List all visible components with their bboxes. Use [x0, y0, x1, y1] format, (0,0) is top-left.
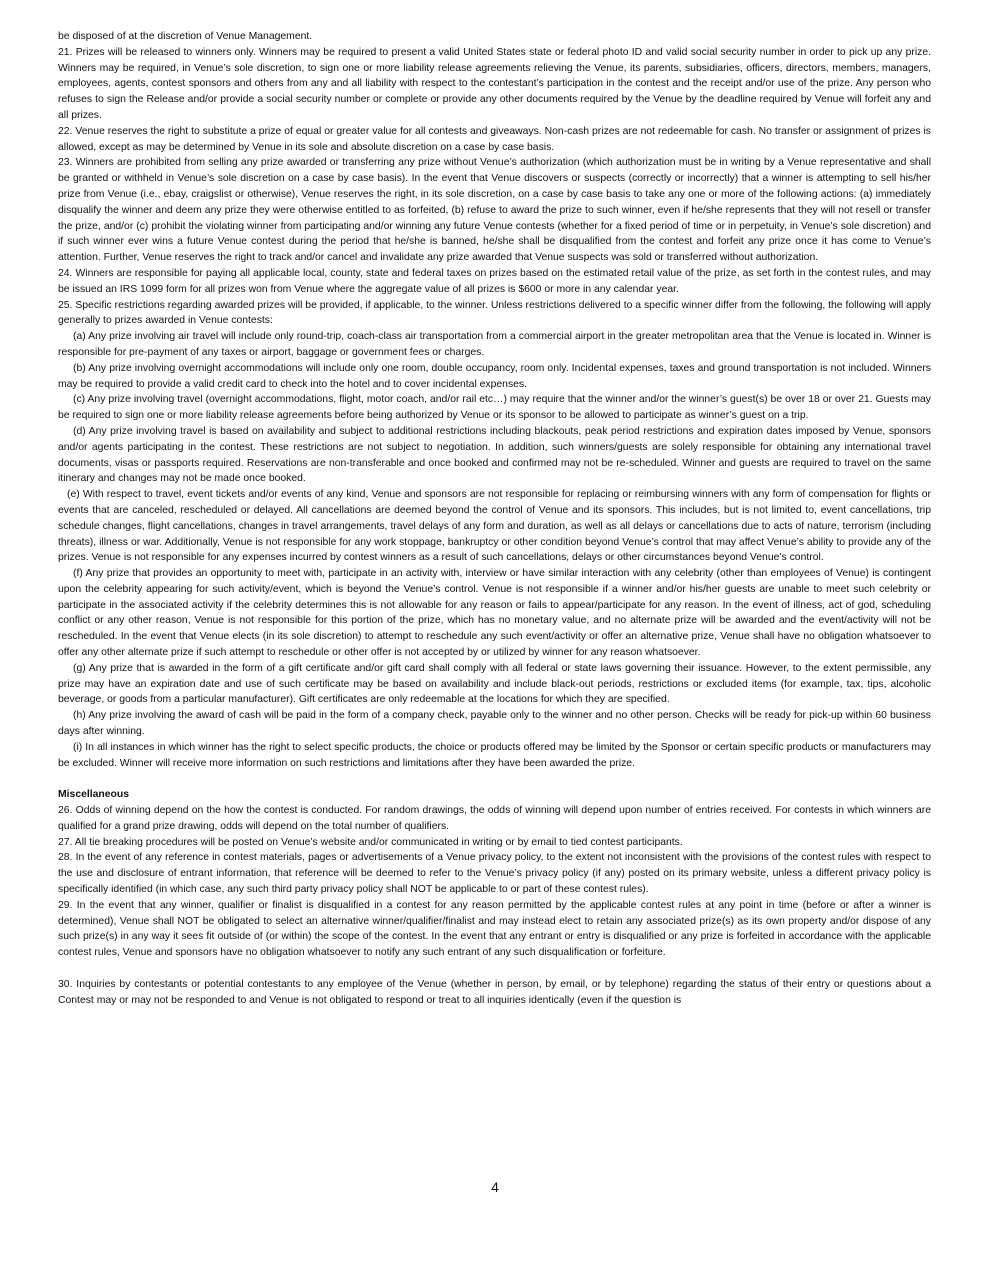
paragraph-25f: (f) Any prize that provides an opportunity to meet with, participate in an activity with, interview or have similar interaction with any celebrity (other than employees of Venue) is contingent upon the celebrity appearing for such activity/event, which is beyond the Venue’s control. Venue is not responsible if a winner and/or his/her guests are unable to meet such celebrity or participate in the associated activity if the celebrity determines this is not allowable for any reason or fails to appear/participate for any reason. In the event of illness, act of god, scheduling conflict or any other reason, Venue is not responsible for this portion of the prize, which has no monetary value, and no alternate prize will be awarded and the event/activity will not be rescheduled. In the event that Venue elects (in its sole discretion) to attempt to reschedule any such event/activity or offer an alternative prize, Venue shall have no obligation whatsoever to offer any other alternate prize if such attempt to reschedule or other offer is not accepted by or utilized by winner for any reason whatsoever.: [58, 568, 931, 659]
paragraph-25h: (h) Any prize involving the award of cash will be paid in the form of a company check, payable only to the winner and no other person. Checks will be ready for pick-up within 60 business days after winning.: [58, 710, 931, 738]
paragraph-25b: (b) Any prize involving overnight accommodations will include only one room, double occupancy, room only. Incidental expenses, taxes and ground transportation is not included. Winners may be required to provide a valid credit card to check into the hotel and to cover incidental expenses.: [58, 362, 931, 390]
paragraph-25a: (a) Any prize involving air travel will include only round-trip, coach-class air transportation from a commercial airport in the greater metropolitan area that the Venue is located in. Winner is responsible for pre-payment of any taxes or airport, baggage or government fees or charges.: [58, 331, 931, 358]
paragraph-25c: (c) Any prize involving travel (overnight accommodations, flight, motor coach, and/or rail etc…) may require that the winner and/or the winner’s guest(s) be over 18 or over 21. Guests may be required to sign one or more liability release agreements before being authorized by Venue or its sponsor to be allowed to participate as winner’s guest on a trip.: [58, 394, 931, 422]
paragraph-continuation: be disposed of at the discretion of Venue Management.: [58, 31, 313, 42]
paragraph-27: 27. All tie breaking procedures will be posted on Venue’s website and/or communicated in writing or by email to tied contest participants.: [58, 836, 683, 848]
paragraph-22: 22. Venue reserves the right to substitute a prize of equal or greater value for all contests and giveaways. Non-cash prizes are not redeemable for cash. No transfer or assignment of prizes is allowed, except as may be determined by Venue in its sole and absolute discretion on a case by case basis.: [58, 125, 931, 153]
paragraph-26: 26. Odds of winning depend on the how the contest is conducted. For random drawings, the odds of winning will depend upon number of entries received. For contests in which winners are qualified for a grand prize drawing, odds will depend on the total number of qualifiers.: [58, 805, 931, 832]
paragraph-25e: (e) With respect to travel, event tickets and/or events of any kind, Venue and sponsors are not responsible for replacing or reimbursing winners with any form of compensation for flights or events that are canceled, rescheduled or delayed. All cancellations are deemed beyond the control of Venue and its sponsors. This includes, but is not limited to, event cancellations, trip schedule changes, flight cancellations, changes in travel arrangements, travel delays of any form and duration, as well as all delays or cancellations due to acts of nature, terrorism (including threats), illness or war. Additionally, Venue is not responsible for any work stoppage, bankruptcy or other condition beyond Venue’s control that may affect Venue’s ability to provide any of the prizes. Venue is not responsible for any expenses incurred by contest winners as a result of such cancellations, delays or other circumstances beyond Venue’s control.: [58, 489, 931, 564]
paragraph-28: 28. In the event of any reference in contest materials, pages or advertisements of a Venue privacy policy, to the extent not inconsistent with the provisions of the contest rules with respect to the use and disclosure of entrant information, that reference will be deemed to refer to the Venue’s privacy policy (if any) posted on its primary website, unless a different privacy policy is specifically identified (in which case, any such third party privacy policy shall NOT be applicable to or part of these contest rules).: [58, 852, 931, 896]
paragraph-25g: (g) Any prize that is awarded in the form of a gift certificate and/or gift card shall comply with all federal or state laws governing their issuance. However, to the extent permissible, any prize may have an expiration date and use of such certificate may be based on availability and include black-out periods, restrictions or excluded items (for example, tax, tips, alcoholic beverage, or goods from a particular manufacturer). Gift certificates are only redeemable at the locations for which they are specified.: [58, 662, 931, 706]
document-body: [58, 29, 931, 1008]
paragraph-21: 21. Prizes will be released to winners only. Winners may be required to present a valid United States state or federal photo ID and valid social security number in order to pick up any prize. Winners may be required, in Venue’s sole discretion, to sign one or more liability release agreements relieving the Venue, its parents, subsidiaries, officers, directors, members, managers, employees, agents, contest sponsors and others from any and all liability with respect to the contestant’s participation in the contest and the receipt and/or use of the prize. Any person who refuses to sign the Release and/or provide a social security number or complete or provide any other documents required by the Venue by the deadline required by Venue will forfeit any and all prizes.: [58, 46, 931, 121]
page-number: 4: [491, 1179, 499, 1195]
paragraph-25i: (i) In all instances in which winner has the right to select specific products, the choice or products offered may be limited by the Sponsor or certain specific products or manufacturers may be excluded. Winner will receive more information on such restrictions and limitations after they have been awarded the prize.: [58, 741, 931, 769]
paragraph-30: 30. Inquiries by contestants or potential contestants to any employee of the Venue (whether in person, by email, or by telephone) regarding the status of their entry or questions about a Contest may or may not be responded to and Venue is not obligated to respond or treat to all inquiries identically (even if the question is: [58, 978, 931, 1006]
paragraph-29: 29. In the event that any winner, qualifier or finalist is disqualified in a contest for any reason permitted by the applicable contest rules at any point in time (before or after a winner is determined), Venue shall NOT be obligated to select an alternative winner/qualifier/finalist and may instead elect to retain any associated prize(s) as its own property and/or dispose of any such prize(s) in any way it sees fit outside of (or within) the scope of the contest. In the event that any entrant or entry is disqualified or any prize is forfeited in accordance with the applicable contest rules, Venue and sponsors have no obligation whatsoever to notify any such entrant of any such disqualification or forfeiture.: [58, 899, 931, 959]
section-heading-miscellaneous: Miscellaneous: [58, 789, 130, 801]
paragraph-25d: (d) Any prize involving travel is based on availability and subject to additional restrictions including blackouts, peak period restrictions and expiration dates imposed by Venue, sponsors and/or agents participating in the contest. These restrictions are not subject to negotiation. In addition, such winners/guests are solely responsible for obtaining any international travel documents, visas or passports required. Reservations are non-transferable and once booked and confirmed may not be re-scheduled. Winner and guests are required to travel on the same itinerary and changes may not be made once booked.: [58, 425, 931, 485]
paragraph-23: 23. Winners are prohibited from selling any prize awarded or transferring any prize without Venue’s authorization (which authorization must be in writing by a Venue representative and shall be granted or withheld in Venue’s sole discretion on a case by case basis). In the event that Venue discovers or suspects (correctly or incorrectly) that a winner is attempting to sell his/her prize from Venue (i.e., ebay, craigslist or otherwise), Venue reserves the right, in its sole discretion, on a case by case basis to take any one or more of the following actions: (a) immediately disqualify the winner and deem any prize they were otherwise entitled to as forfeited, (b) refuse to award the prize to such winner, even if he/she represents that they will not resell or transfer the prize, and/or (c) prohibit the violating winner from participating and/or winning any future Venue contests (whether for a fixed period of time or in perpetuity, in Venue’s sole discretion) and if such winner ever wins a future Venue contest during the period that he/she is banned, he/she shall be disqualified from the contest and forfeit any prize once it has come to Venue’s attention. Further, Venue reserves the right to track and/or cancel and invalidate any prize awarded that Venue suspects was sold or transferred without authorization.: [58, 157, 931, 264]
paragraph-24: 24. Winners are responsible for paying all applicable local, county, state and federal taxes on prizes based on the estimated retail value of the prize, as set forth in the contest rules, and may be issued an IRS 1099 form for all prizes won from Venue where the aggregate value of all prizes is $600 or more in any calendar year.: [58, 267, 931, 295]
paragraph-25: 25. Specific restrictions regarding awarded prizes will be provided, if applicable, to the winner. Unless restrictions delivered to a specific winner differ from the following, the following will apply generally to prizes awarded in Venue contests:: [58, 299, 931, 327]
